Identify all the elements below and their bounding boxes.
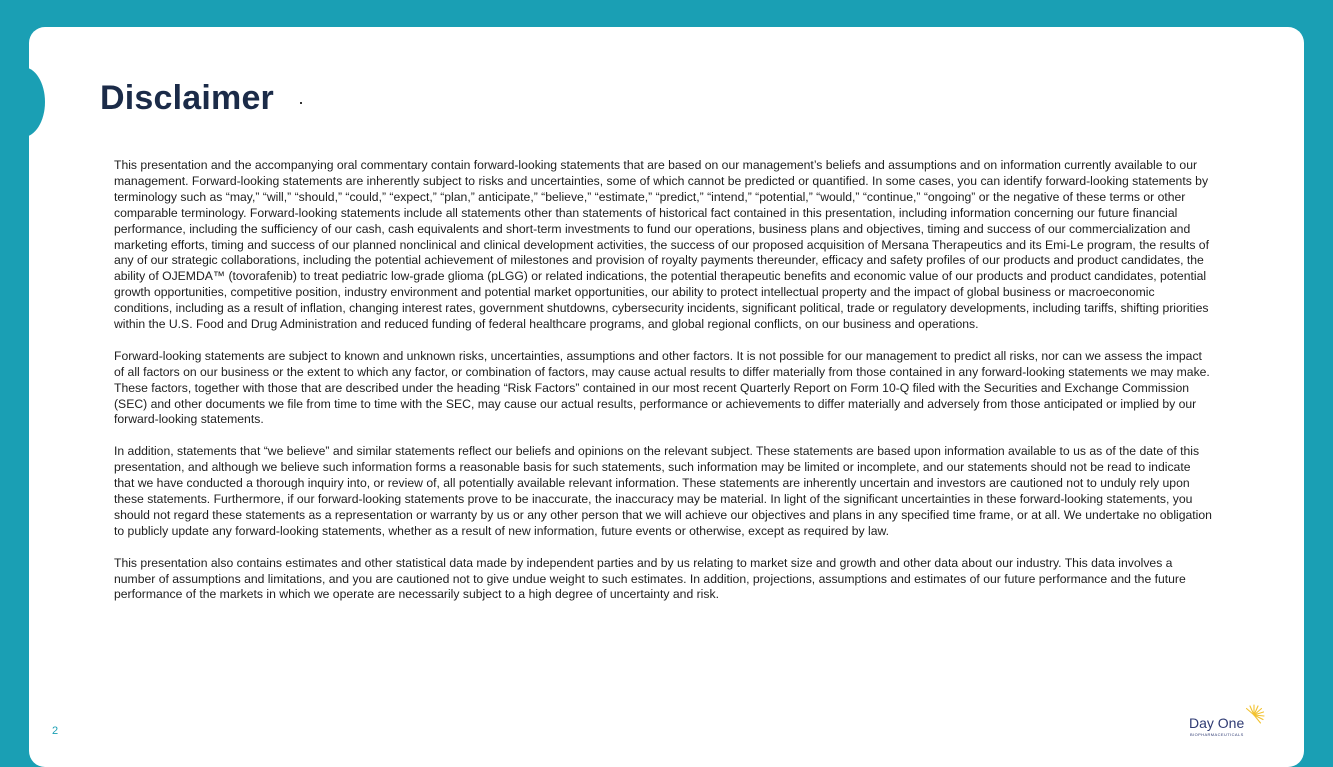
slide-title: Disclaimer xyxy=(100,79,274,117)
disclaimer-paragraph: In addition, statements that “we believe” and similar statements reflect our beliefs and opinions on the relevant subject. These statements are based upon information available to us as of the date of this presentation, and although we believe such information forms a reasonable basis for such statements, such information may be limited or incomplete, and our statements should not be read to indicate that we have conducted a thorough inquiry into, or review of, all potentially available relevant information. These statements are inherently uncertain and investors are cautioned not to unduly rely upon these statements. Furthermore, if our forward-looking statements prove to be inaccurate, the inaccuracy may be material. In light of the significant uncertainties in these forward-looking statements, you should not regard these statements as a representation or warranty by us or any other person that we will achieve our objectives and plans in any specified time frame, or at all. We undertake no obligation to publicly update any forward-looking statements, whether as a result of new information, future events or otherwise, except as required by law. xyxy=(114,444,1212,538)
disclaimer-paragraph: This presentation and the accompanying oral commentary contain forward-looking statements that are based on our management’s beliefs and assumptions and on information currently available to our management. Forward-looking statements are inherently subject to risks and uncertainties, some of which cannot be predicted or quantified. In some cases, you can identify forward-looking statements by terminology such as “may,” “will,” “should,” “could,” “expect,” “plan,” anticipate,” “believe,” “estimate,” “predict,” “intend,” “potential,” “would,” “continue,” “ongoing” or the negative of these terms or other comparable terminology. Forward-looking statements include all statements other than statements of historical fact contained in this presentation, including information concerning our future financial performance, including the sufficiency of our cash, cash equivalents and short-term investments to fund our operations, business plans and objectives, timing and success of our commercialization and marketing efforts, timing and success of our planned nonclinical and clinical development activities, the success of our proposed acquisition of Mersana Therapeutics and its Emi-Le program, the results of any of our strategic collaborations, including the potential achievement of milestones and provision of royalty payments thereunder, efficacy and safety profiles of our products and product candidates, the ability of OJEMDA™ (tovorafenib) to treat pediatric low-grade glioma (pLGG) or related indications, the potential therapeutic benefits and economic value of our products and product candidates, potential growth opportunities, competitive position, industry environment and potential market opportunities, our ability to protect intellectual property and the impact of global business or macroeconomic conditions, including as a result of inflation, changing interest rates, government shutdowns, cybersecurity incidents, significant political, trade or regulatory developments, including tariffs, shifting priorities within the U.S. Food and Drug Administration and reduced funding of federal healthcare programs, and global regional conflicts, on our business and operations. xyxy=(114,158,1209,332)
disclaimer-paragraph: This presentation also contains estimates and other statistical data made by independent parties and by us relating to market size and growth and other data about our industry. This data involves a number of assumptions and limitations, and you are cautioned not to give undue weight to such estimates. In addition, projections, assumptions and estimates of our future performance and the future performance of the markets in which we operate are necessarily subject to a high degree of uncertainty and risk. xyxy=(114,555,1186,602)
logo-subtitle: BIOPHARMACEUTICALS xyxy=(1190,732,1244,737)
title-dot-mark xyxy=(300,102,302,104)
slide-card xyxy=(29,27,1304,767)
disclaimer-body xyxy=(114,158,1214,619)
accent-circle xyxy=(29,67,45,137)
page-number: 2 xyxy=(52,725,59,737)
sunburst-icon xyxy=(1243,704,1265,726)
disclaimer-paragraph: Forward-looking statements are subject to known and unknown risks, uncertainties, assumptions and other factors. It is not possible for our management to predict all risks, nor can we assess the impact of all factors on our business or the extent to which any factor, or combination of factors, may cause actual results to differ materially from those contained in any forward-looking statements we may make. These factors, together with those that are described under the heading “Risk Factors” contained in our most recent Quarterly Report on Form 10-Q filed with the Securities and Exchange Commission (SEC) and other documents we file from time to time with the SEC, may cause our actual results, performance or achievements to differ materially and adversely from those anticipated or implied by our forward-looking statements. xyxy=(114,348,1210,427)
logo-name: Day One xyxy=(1189,715,1245,731)
company-logo xyxy=(1189,704,1269,740)
